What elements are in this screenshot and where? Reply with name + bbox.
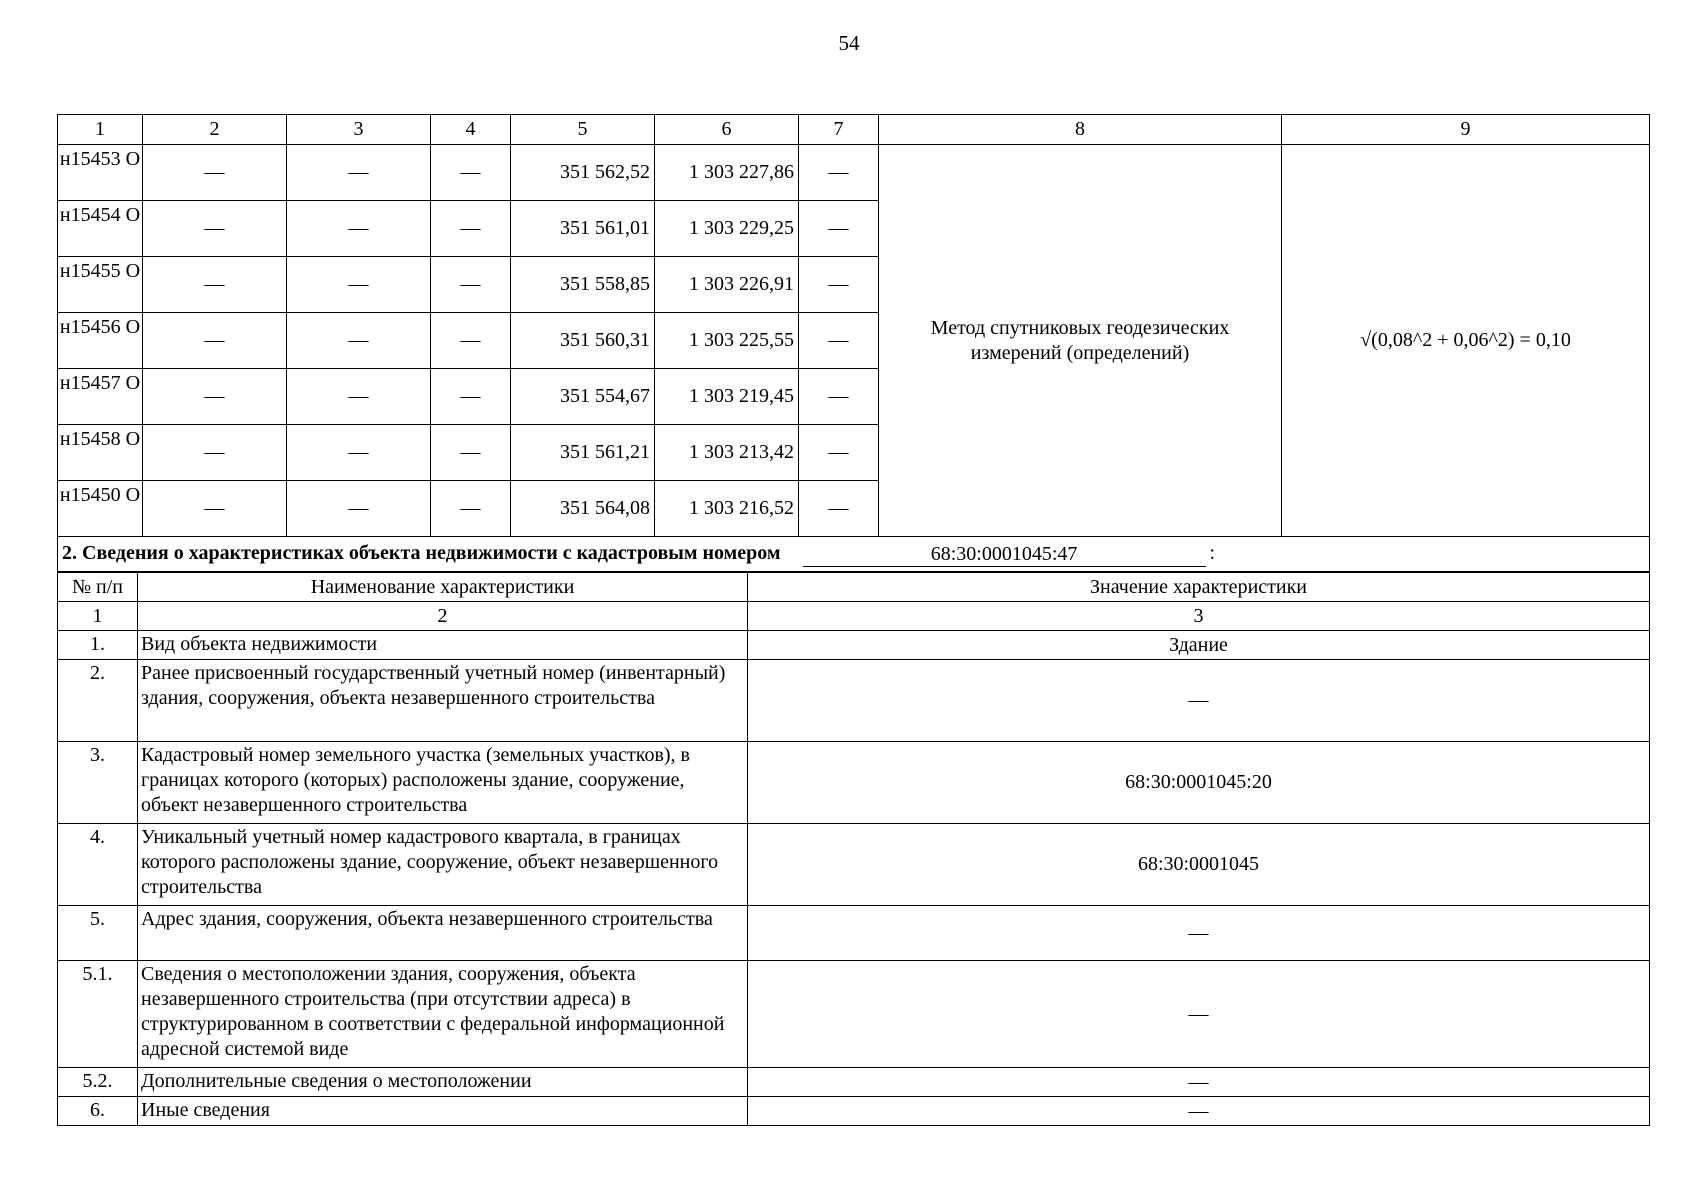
characteristic-value: — [748,961,1650,1068]
characteristic-value: 68:30:0001045:20 [748,742,1650,824]
characteristics-table [57,572,1650,1126]
table-cell: — [287,313,431,369]
column-number: 8 [879,115,1282,145]
table-row [58,824,1650,906]
y-coordinate: 1 303 219,45 [655,369,799,425]
x-coordinate: 351 561,01 [511,201,655,257]
point-name: н15450 О [58,481,143,537]
table-cell: — [287,481,431,537]
section-colon: : [1209,542,1216,565]
page-number: 54 [838,31,860,55]
x-coordinate: 351 562,52 [511,145,655,201]
row-number: 3. [58,742,138,824]
table-cell: — [799,369,879,425]
table-row [58,145,1650,201]
column-number: 3 [748,602,1650,631]
characteristic-value: — [748,660,1650,742]
coordinates-table [57,114,1650,572]
row-number: 6. [58,1097,138,1126]
table-cell: — [143,313,287,369]
accuracy-cell: √(0,08^2 + 0,06^2) = 0,10 [1282,145,1650,537]
row-number: 2. [58,660,138,742]
characteristic-name: Сведения о местоположении здания, сооружения, объекта незавершенного строительства (при отсутствии адреса) в структурированном в соответствии с федеральной информационной адресной системой виде [138,961,748,1068]
table-cell: — [143,369,287,425]
column-number: 5 [511,115,655,145]
column-header: Наименование характеристики [138,573,748,602]
table-row [58,1097,1650,1126]
y-coordinate: 1 303 213,42 [655,425,799,481]
table-cell: — [287,257,431,313]
table-cell: — [143,257,287,313]
column-number: 3 [287,115,431,145]
table-cell: — [431,369,511,425]
x-coordinate: 351 564,08 [511,481,655,537]
x-coordinate: 351 554,67 [511,369,655,425]
characteristic-name: Кадастровый номер земельного участка (земельных участков), в границах которого (которых) расположены здание, сооружение, объект незавершенного строительства [138,742,748,824]
column-number: 1 [58,602,138,631]
point-name: н15458 О [58,425,143,481]
table-cell: — [287,425,431,481]
x-coordinate: 351 561,21 [511,425,655,481]
y-coordinate: 1 303 216,52 [655,481,799,537]
column-number: 6 [655,115,799,145]
characteristic-value: — [748,1068,1650,1097]
characteristic-name: Адрес здания, сооружения, объекта незавершенного строительства [138,906,748,961]
row-number: 5.1. [58,961,138,1068]
table-cell: — [431,313,511,369]
point-name: н15454 О [58,201,143,257]
section-heading [58,537,1650,572]
row-number: 1. [58,631,138,660]
point-name: н15453 О [58,145,143,201]
point-name: н15457 О [58,369,143,425]
characteristic-name: Уникальный учетный номер кадастрового квартала, в границах которого расположены здание, сооружение, объект незавершенного строительства [138,824,748,906]
y-coordinate: 1 303 225,55 [655,313,799,369]
table-row [58,1068,1650,1097]
y-coordinate: 1 303 229,25 [655,201,799,257]
table-row [58,660,1650,742]
characteristic-value: — [748,906,1650,961]
table-cell: — [143,481,287,537]
row-number: 4. [58,824,138,906]
table-cell: — [799,145,879,201]
table-cell: — [431,425,511,481]
table-cell: — [799,257,879,313]
table-cell: — [143,201,287,257]
column-number: 4 [431,115,511,145]
method-cell: Метод спутниковых геодезических измерений (определений) [879,145,1282,537]
section-heading-row [58,537,1650,572]
row-number: 5.2. [58,1068,138,1097]
x-coordinate: 351 560,31 [511,313,655,369]
table-cell: — [799,201,879,257]
characteristic-name: Иные сведения [138,1097,748,1126]
table-cell: — [287,369,431,425]
characteristic-name: Ранее присвоенный государственный учетный номер (инвентарный) здания, сооружения, объекта незавершенного строительства [138,660,748,742]
column-number-row [58,602,1650,631]
column-number: 2 [143,115,287,145]
cadastral-number: 68:30:0001045:47 [803,542,1206,567]
point-name: н15456 О [58,313,143,369]
table-row [58,631,1650,660]
column-number-row [58,115,1650,145]
column-number: 1 [58,115,143,145]
table-cell: — [799,425,879,481]
column-number: 2 [138,602,748,631]
point-name: н15455 О [58,257,143,313]
table-row [58,961,1650,1068]
table-row [58,742,1650,824]
characteristic-name: Вид объекта недвижимости [138,631,748,660]
table-cell: — [431,481,511,537]
x-coordinate: 351 558,85 [511,257,655,313]
header-row [58,573,1650,602]
table-cell: — [431,201,511,257]
table-cell: — [799,481,879,537]
column-header: № п/п [58,573,138,602]
characteristic-value: — [748,1097,1650,1126]
characteristic-name: Дополнительные сведения о местоположении [138,1068,748,1097]
characteristic-value: Здание [748,631,1650,660]
column-number: 7 [799,115,879,145]
column-number: 9 [1282,115,1650,145]
characteristic-value: 68:30:0001045 [748,824,1650,906]
table-cell: — [431,257,511,313]
row-number: 5. [58,906,138,961]
table-row [58,906,1650,961]
table-cell: — [143,145,287,201]
column-header: Значение характеристики [748,573,1650,602]
table-cell: — [143,425,287,481]
y-coordinate: 1 303 226,91 [655,257,799,313]
table-cell: — [287,145,431,201]
y-coordinate: 1 303 227,86 [655,145,799,201]
table-cell: — [799,313,879,369]
section-title: 2. Сведения о характеристиках объекта недвижимости с кадастровым номером [62,542,781,565]
table-cell: — [431,145,511,201]
table-cell: — [287,201,431,257]
